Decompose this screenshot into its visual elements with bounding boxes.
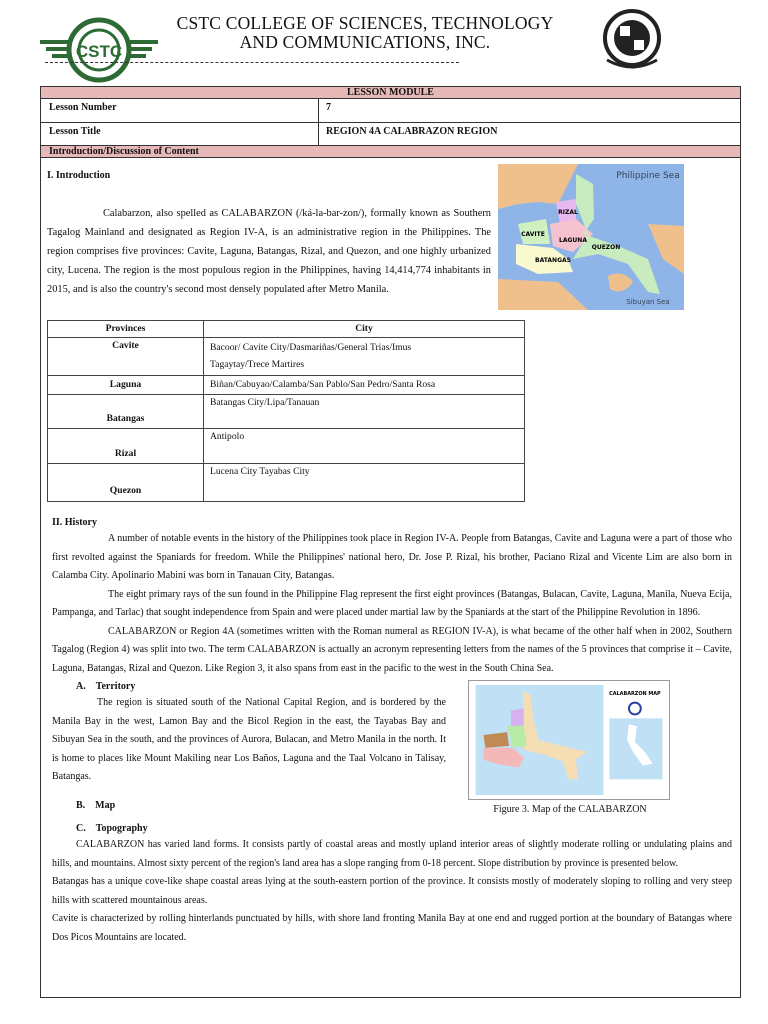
territory-text-column: [52, 680, 446, 813]
figure-caption: Figure 3. Map of the CALABARZON: [493, 804, 647, 815]
cstc-logo: [38, 10, 160, 92]
lesson-title-row: [41, 123, 740, 146]
city-cell: Lucena City Tayabas City: [204, 464, 525, 502]
topography-paragraph-2: Batangas has a unique cove-like shape coastal areas lying at the south-eastern portion of the province. It consists mostly of moderately sloping to rolling and very steep hills with scattered mountainous areas.: [52, 876, 732, 906]
calabarzon-map-figure: [468, 680, 670, 800]
provinces-table: [47, 320, 525, 502]
content-flow: [52, 516, 732, 947]
map-figure-column: [468, 680, 672, 816]
city-line: Bacoor/ Cavite City/Dasmariñas/General Trias/Imus: [210, 342, 412, 353]
map-heading: B. Map: [76, 799, 116, 811]
territory-heading: A. Territory: [76, 681, 136, 692]
section-heading: Introduction/Discussion of Content: [41, 146, 740, 158]
school-name-line1: CSTC COLLEGE OF SCIENCES, TECHNOLOGY: [176, 13, 554, 33]
map1-sea2: Sibuyan Sea: [626, 298, 670, 306]
province-cell: Laguna: [48, 376, 204, 395]
intro-heading: I. Introduction: [47, 170, 111, 181]
map1-sea1: Philippine Sea: [616, 171, 680, 181]
lesson-title-label: Lesson Title: [49, 126, 101, 137]
column-divider: [318, 99, 319, 146]
table-row: [48, 429, 525, 464]
module-heading: LESSON MODULE: [41, 87, 740, 99]
compass-icon: [629, 703, 641, 715]
province-cell: Batangas: [48, 395, 204, 429]
history-paragraph-3: CALABARZON or Region 4A (sometimes written with the Roman numeral as REGION IV-A), is what became of the other half when in 2002, Southern Tagalog (Region 4) was split into two. The term CALABARZON is actually an acronym representing letters from the names of the 5 provinces that comprise it – Cavite, Laguna, Batangas, Rizal and Quezon. Like Region 3, it also spans from east in the pacific to the west in the South China Sea.: [52, 625, 732, 674]
table-header-row: [48, 321, 525, 338]
topography-heading: C. Topography: [76, 823, 148, 834]
map1-label-rizal: RIZAL: [558, 209, 578, 216]
history-paragraph-2: The eight primary rays of the sun found in the Philippine Flag represent the first eight provinces (Batangas, Bulacan, Cavite, Laguna, Manila, Nueva Ecija, Pampanga, and Tarlac) that sought independence from Spain and were placed under martial law by the Spaniards at the start of the Philippine Revolution in 1896.: [52, 588, 732, 618]
history-paragraph-1: A number of notable events in the history of the Philippines took place in Region IV-A. People from Batangas, Cavite and Laguna were a part of those who first revolted against the Spaniards for freedom. While the Philippines' national hero, Dr. Jose P. Rizal, his brother, Paciano Rizal and Vicente Lim are also born in Calamba City. Apolinario Mabini was born in Tanauan City, Batangas.: [52, 533, 732, 581]
school-name-line2: AND COMMUNICATIONS, INC.: [239, 32, 491, 52]
province-cell: Cavite: [48, 338, 204, 376]
map1-label-quezon: QUEZON: [591, 244, 621, 251]
history-heading: II. History: [52, 517, 97, 528]
calabarzon-region-map: [498, 164, 684, 310]
table-row: [48, 395, 525, 429]
map1-label-cavite: CAVITE: [521, 231, 545, 238]
city-cell: Biñan/Cabuyao/Calamba/San Pablo/San Pedro/Santa Rosa: [204, 376, 525, 395]
topography-paragraph-3: Cavite is characterized by rolling hinterlands punctuated by hills, with shore land fronting Manila Bay at one end and rugged portion at the boundary of Batangas where Dos Picos Mountains are located.: [52, 913, 732, 943]
map1-label-batangas: BATANGAS: [535, 257, 571, 264]
territory-section: [52, 680, 732, 816]
map1-label-laguna: LAGUNA: [559, 237, 587, 244]
table-row: [48, 464, 525, 502]
map2-title: CALABARZON MAP: [609, 690, 661, 697]
province-cell: Rizal: [48, 429, 204, 464]
column-header-city: City: [204, 321, 525, 338]
column-header-provinces: Provinces: [48, 321, 204, 338]
school-name: [150, 14, 580, 52]
city-line: Tagaytay/Trece Martires: [210, 359, 305, 370]
lesson-title-value: REGION 4A CALABRAZON REGION: [326, 126, 498, 137]
city-cell: Batangas City/Lipa/Tanauan: [204, 395, 525, 429]
intro-paragraph: Calabarzon, also spelled as CALABARZON (/ká-la-bar-zon/), formally known as Southern Tagalog Mainland and designated as Region IV-A, is an administrative region in the Philippines. The region comprises five provinces: Cavite, Laguna, Batangas, Rizal, and Quezon, and one highly urbanized city, Lucena. The region is the most populous region in the Philippines, having 14,414,774 inhabitants in 2015, and is also the country's second most densely populated after Metro Manila.: [47, 208, 491, 295]
table-row: [48, 376, 525, 395]
territory-paragraph: The region is situated south of the National Capital Region, and is bordered by the Manila Bay in the west, Lamon Bay and the Bicol Region in the east, the Tayabas Bay and Sibuyan Sea in the south, and the provinces of Aurora, Bulacan, and Metro Manila in the north. It is home to places like Mount Makiling near Los Baños, Laguna and the Taal Volcano in Talisay, Batangas.: [52, 697, 446, 782]
svg-text:CSTC: CSTC: [75, 42, 123, 61]
table-row: [48, 338, 525, 376]
province-cell: Quezon: [48, 464, 204, 502]
lesson-number-row: [41, 99, 740, 123]
lesson-number-label: Lesson Number: [49, 102, 117, 113]
lesson-number-value: 7: [326, 102, 331, 113]
header-rule: [45, 62, 459, 63]
tourism-seal-logo: [603, 8, 661, 70]
topography-paragraph-1: CALABARZON has varied land forms. It consists partly of coastal areas and mostly upland interior areas of slightly moderate rolling or undulating plains and hills, and mountains. Almost sixty percent of the region's land area has a slope ranging from 0-18 percent. Slope distribution by province is presented below.: [52, 839, 732, 869]
city-cell: Antipolo: [204, 429, 525, 464]
city-cell: [204, 338, 525, 376]
